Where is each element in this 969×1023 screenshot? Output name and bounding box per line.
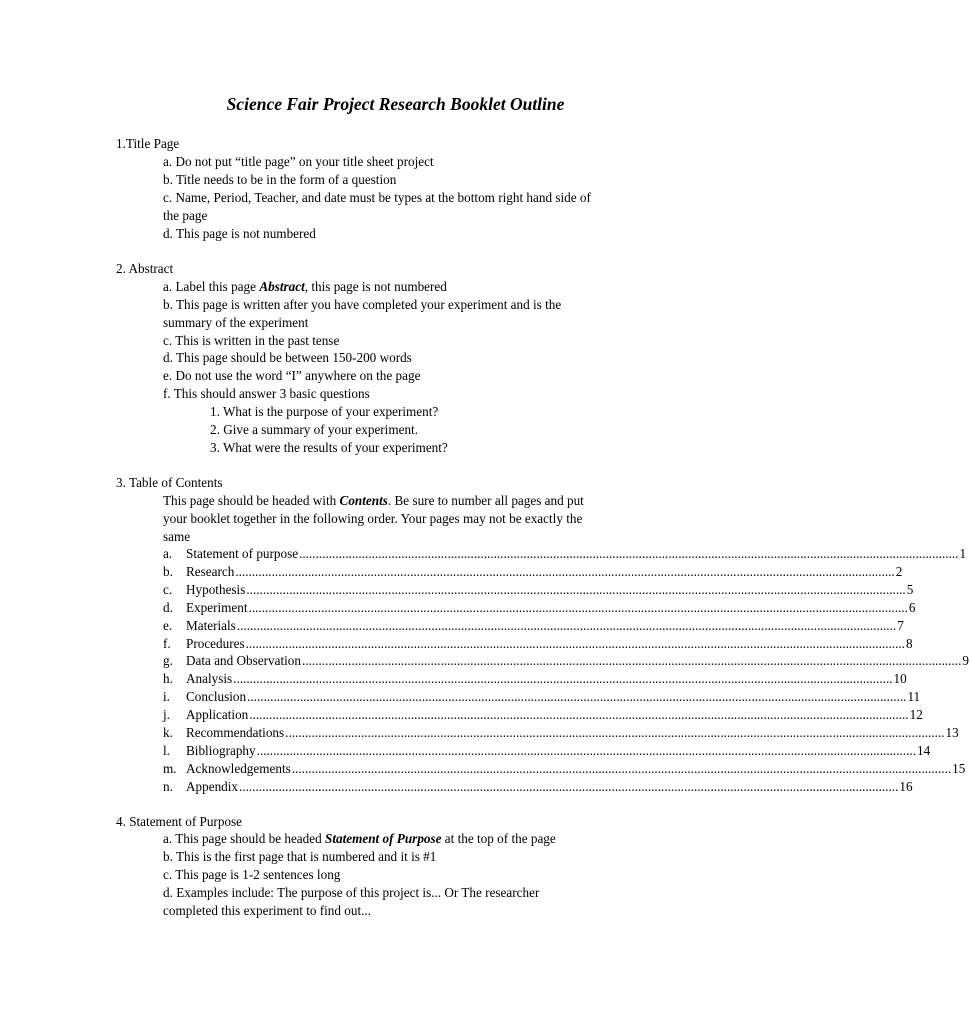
- contents-paragraph-line-2: your booklet together in the following order. Your pages may not be exactly the: [163, 511, 583, 526]
- toc-entry-label: Experiment: [186, 599, 248, 615]
- toc-entry-letter: j.: [163, 707, 170, 723]
- title-page-item-c: c. Name, Period, Teacher, and date must be types at the bottom right hand side of: [163, 190, 591, 205]
- toc-dot-leader: ........................................................................................................................................................................................................: [291, 760, 952, 776]
- section-title-page-heading: 1.Title Page: [116, 136, 180, 151]
- toc-entry-letter: e.: [163, 617, 173, 633]
- toc-entry-page-number: 7: [897, 617, 904, 633]
- purpose-item-a: a. This page should be headed Statement of Purpose at the top of the page: [163, 831, 556, 846]
- toc-entry-label: Acknowledgements: [186, 760, 291, 776]
- abstract-item-d: d. This page should be between 150-200 words: [163, 350, 412, 365]
- toc-entry: [163, 635, 913, 653]
- toc-entry: [163, 778, 913, 796]
- toc-entry-page-number: 15: [952, 760, 966, 776]
- toc-dot-leader: ........................................................................................................................................................................................................: [233, 671, 893, 687]
- toc-entry: [163, 670, 907, 688]
- toc-dot-leader: ........................................................................................................................................................................................................: [285, 725, 945, 740]
- toc-entry-letter: m.: [163, 760, 177, 776]
- toc-dot-leader: ........................................................................................................................................................................................................: [236, 617, 897, 633]
- toc-entry-page-number: 8: [905, 635, 913, 651]
- toc-entry-label: Research: [186, 563, 235, 579]
- toc-dot-leader: ........................................................................................................................................................................................................: [299, 546, 959, 561]
- title-page-item-d: d. This page is not numbered: [163, 226, 316, 241]
- toc-entry: [163, 581, 914, 599]
- abstract-item-f: f. This should answer 3 basic questions: [163, 386, 370, 401]
- toc-entry-label: Bibliography: [186, 742, 256, 758]
- toc-entry: [163, 724, 959, 742]
- toc-entry-label: Conclusion: [186, 689, 247, 705]
- toc-entry-letter: i.: [163, 689, 170, 705]
- purpose-item-b: b. This is the first page that is numbered and it is #1: [163, 849, 437, 864]
- toc-entry-page-number: 13: [945, 725, 959, 740]
- toc-entry-letter: n.: [163, 778, 173, 794]
- abstract-question-3: 3. What were the results of your experiment?: [210, 440, 448, 455]
- toc-entry-letter: g.: [163, 653, 173, 669]
- section-purpose-heading: 4. Statement of Purpose: [116, 814, 242, 829]
- toc-dot-leader: ........................................................................................................................................................................................................: [256, 742, 916, 758]
- toc-entry: [163, 742, 931, 760]
- toc-entry-page-number: 14: [916, 742, 931, 758]
- toc-entry-label: Procedures: [186, 635, 245, 651]
- abstract-item-b: b. This page is written after you have completed your experiment and is the: [163, 297, 562, 312]
- title-page-item-c-cont: the page: [163, 208, 208, 223]
- toc-entry-letter: k.: [163, 725, 173, 740]
- toc-dot-leader: ........................................................................................................................................................................................................: [248, 599, 908, 615]
- toc-entry: [163, 760, 966, 778]
- toc-entry-letter: a.: [163, 546, 173, 561]
- abstract-question-1: 1. What is the purpose of your experiment?: [210, 404, 439, 419]
- toc-entry-page-number: 2: [895, 563, 903, 579]
- toc-entry-label: Hypothesis: [186, 581, 246, 597]
- toc-entry-label: Application: [186, 707, 249, 723]
- abstract-item-e: e. Do not use the word “I” anywhere on the page: [163, 368, 421, 383]
- toc-entry-label: Appendix: [186, 778, 239, 794]
- toc-entry-label: Statement of purpose: [186, 546, 299, 561]
- toc-entry-label: Analysis: [186, 671, 233, 687]
- toc-entry-page-number: 9: [962, 653, 969, 669]
- toc-entry-label: Materials: [186, 617, 236, 633]
- toc-dot-leader: ........................................................................................................................................................................................................: [249, 707, 909, 723]
- title-page-item-b: b. Title needs to be in the form of a question: [163, 172, 397, 187]
- toc-entry-letter: f.: [163, 635, 171, 651]
- purpose-item-c: c. This page is 1-2 sentences long: [163, 867, 341, 882]
- toc-entry-page-number: 16: [899, 778, 913, 794]
- toc-dot-leader: ........................................................................................................................................................................................................: [302, 653, 962, 669]
- toc-entry: [163, 599, 916, 617]
- toc-entry: [163, 563, 903, 581]
- contents-paragraph-line-1: This page should be headed with Contents. Be sure to number all pages and put: [163, 493, 584, 508]
- toc-entry-page-number: 6: [908, 599, 916, 615]
- page-title: Science Fair Project Research Booklet Outline: [226, 94, 565, 114]
- toc-entry-page-number: 11: [907, 689, 921, 705]
- toc-entry: [163, 545, 967, 563]
- purpose-item-d: d. Examples include: The purpose of this project is... Or The researcher: [163, 885, 540, 900]
- toc-dot-leader: ........................................................................................................................................................................................................: [245, 635, 905, 651]
- toc-entry-label: Data and Observation: [186, 653, 301, 669]
- toc-entry-page-number: 1: [959, 546, 967, 561]
- toc-entry: [163, 688, 921, 706]
- toc-entry-label: Recommendations: [186, 725, 285, 740]
- toc-entry-letter: h.: [163, 671, 173, 687]
- toc-entry-page-number: 10: [893, 671, 907, 687]
- abstract-question-2: 2. Give a summary of your experiment.: [210, 422, 419, 437]
- toc-dot-leader: ........................................................................................................................................................................................................: [246, 581, 906, 597]
- abstract-item-a: a. Label this page Abstract, this page is not numbered: [163, 279, 447, 294]
- toc-entry: [163, 706, 923, 724]
- abstract-item-b-cont: summary of the experiment: [163, 315, 309, 330]
- toc-entry-letter: l.: [163, 742, 170, 758]
- toc-entry: [163, 617, 904, 635]
- purpose-item-d-cont: completed this experiment to find out...: [163, 903, 372, 918]
- section-abstract-heading: 2. Abstract: [116, 261, 174, 276]
- toc-entry: [163, 652, 969, 670]
- toc-dot-leader: ........................................................................................................................................................................................................: [239, 778, 899, 794]
- toc-entry-letter: c.: [163, 581, 173, 597]
- toc-dot-leader: ........................................................................................................................................................................................................: [247, 689, 907, 705]
- toc-entry-page-number: 5: [906, 581, 914, 597]
- title-page-item-a: a. Do not put “title page” on your title sheet project: [163, 154, 434, 169]
- abstract-item-c: c. This is written in the past tense: [163, 333, 340, 348]
- toc-entry-page-number: 12: [909, 707, 923, 723]
- toc-entry-letter: d.: [163, 599, 173, 615]
- section-contents-heading: 3. Table of Contents: [116, 475, 223, 490]
- toc-dot-leader: ........................................................................................................................................................................................................: [235, 563, 895, 579]
- contents-paragraph-line-3: same: [163, 529, 191, 544]
- toc-entry-letter: b.: [163, 563, 173, 579]
